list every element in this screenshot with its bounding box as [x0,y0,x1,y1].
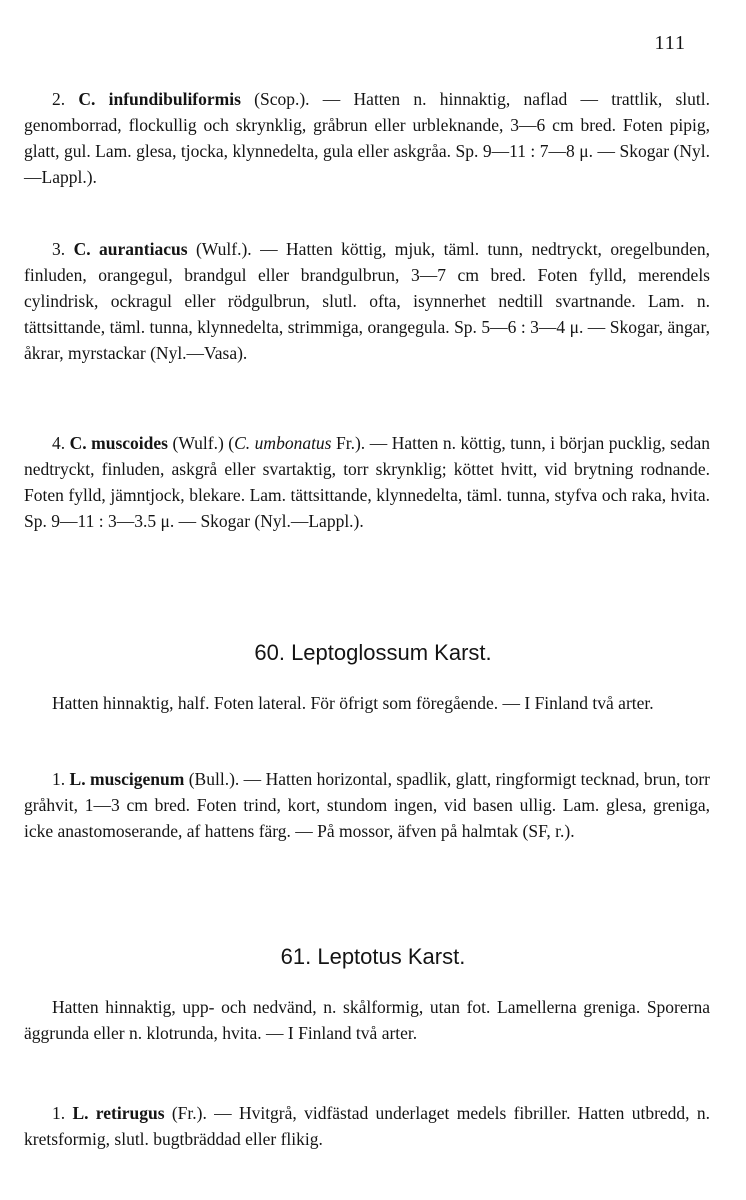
entry-text: (Fr.). — Hvitgrå, vidfästad underlaget medels fibriller. Hatten utbredd, n. kretsformig, slutl. bugtbräddad eller flikig. [24,1103,710,1149]
species-name: L. retirugus [72,1103,165,1123]
synonym-name: C. umbonatus [234,433,332,453]
entry-text: (Wulf.) ( [167,433,235,453]
entry-text: (Scop.). — Hatten n. hinnaktig, naflad — trattlik, slutl. genomborrad, flockullig och skrynklig, gråbrun eller urbleknande, 3—6 cm bred. Foten pipig, glatt, gul. Lam. glesa, tjocka, klynnedelta, gula eller askgråa. Sp. 9—11 : 7—8 μ. — Skogar (Nyl. —Lappl.). [24,89,711,187]
entry-c-aurantiacus [24,236,710,366]
entry-number: 1. [52,1103,66,1123]
entry-c-infundibuliformis [24,86,710,190]
species-name: C. infundibuliformis [78,89,241,109]
entry-number: 2. [52,89,66,109]
entry-text: Fr.). — Hatten n. köttig, tunn, i början pucklig, sedan nedtryckt, finluden, askgrå eller svartaktig, torr skrynklig; köttet hvitt, vid brytning rodnande. Foten fylld, jämntjock, blekare. Lam. tättsittande, klynnedelta, täml. tunna, styfva och raka, hvita. Sp. 9—11 : 3—3.5 μ. — Skogar (Nyl.—Lappl.). [24,433,711,531]
entry-number: 3. [52,239,66,259]
species-name: L. muscigenum [69,769,185,789]
entry-text: (Wulf.). — Hatten köttig, mjuk, täml. tunn, nedtryckt, oregelbunden, finluden, orangegul, brandgul eller brandgulbrun, 3—7 cm bred. Foten fylld, merendels cylindrisk, ockragul eller rödgulbrun, slutl. ofta, isynnerhet nedtill svartnande. Lam. n. tättsittande, täml. tunna, klynnedelta, strimmiga, orangegula. Sp. 5—6 : 3—4 μ. — Skogar, ängar, åkrar, myrstackar (Nyl.—Vasa). [24,239,710,363]
species-name: C. muscoides [69,433,168,453]
entry-text: (Bull.). — Hatten horizontal, spadlik, glatt, ringformigt tecknad, brun, torr gråhvit, 1—3 cm bred. Foten trind, kort, stundom ingen, vid basen ullig. Lam. glesa, greniga, icke anastomoserande, af hattens färg. — På mossor, äfven på halmtak (SF, r.). [24,769,711,841]
genus-description-leptotus: Hatten hinnaktig, upp- och nedvänd, n. skålformig, utan fot. Lamellerna greniga. Sporerna äggrunda eller n. klotrunda, hvita. — I Finland två arter. [24,997,710,1043]
genus-description-leptoglossum: Hatten hinnaktig, half. Foten lateral. För öfrigt som föregående. — I Finland två arter. [52,693,654,713]
entry-l-retirugus [24,1100,710,1152]
entry-number: 4. [52,433,66,453]
page-number: 111 [654,32,686,54]
entry-c-muscoides [24,430,710,534]
genus-heading-leptotus: 61. Leptotus Karst. [280,944,466,969]
entry-number: 1. [52,769,66,789]
entry-l-muscigenum [24,766,710,844]
genus-heading-leptoglossum: 60. Leptoglossum Karst. [254,640,492,665]
species-name: C. aurantiacus [73,239,188,259]
